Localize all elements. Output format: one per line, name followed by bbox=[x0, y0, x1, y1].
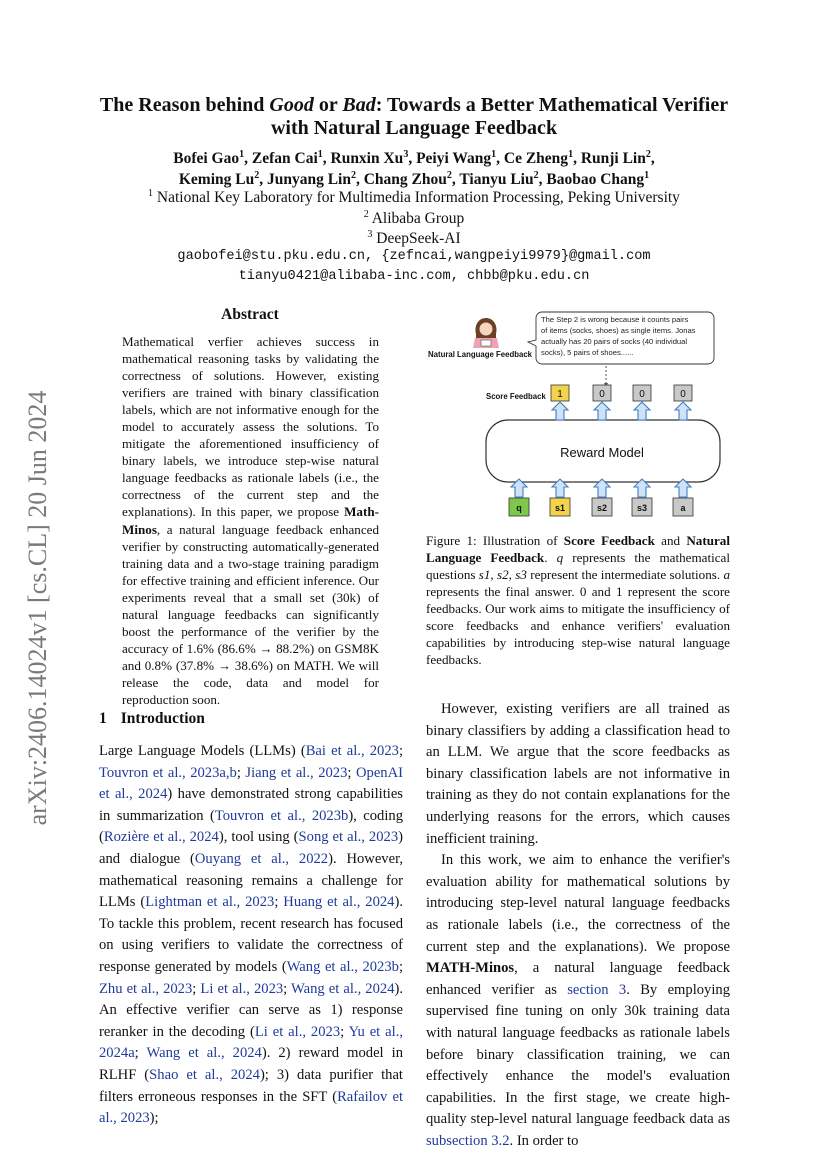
body-text: ). 2) reward model in RLHF ( bbox=[99, 1045, 403, 1083]
affiliation-number: 2 bbox=[363, 208, 369, 220]
input-label: q bbox=[516, 503, 522, 513]
author-name: Chang Zhou bbox=[363, 171, 447, 188]
body-text: ; bbox=[340, 1023, 349, 1040]
speech-line: actually has 20 pairs of socks (40 individual bbox=[541, 337, 688, 346]
title-text: : Towards a Better Mathematical Verifier bbox=[375, 94, 729, 116]
up-arrow-icon bbox=[675, 402, 691, 420]
input-label: s3 bbox=[636, 503, 648, 513]
abstract-text: , a natural language feedback enhanced verifier by constructing automatically-generated training data and a two-stage training paradigm for effective training and efficient inference. Our experiments reveal that a small set (30k) of natural language feedbacks can significantly boost the performance of the verifier by the accuracy of 1.6% (86.6% → 88.2%) on GSM8K and 0.8% (37.8% → 38.6%) on MATH. We will release the code, data and model for reproduction soon. bbox=[122, 521, 379, 707]
score-feedback-label: Score Feedback bbox=[486, 392, 546, 401]
author-separator: , bbox=[244, 150, 252, 167]
score-value: 1 bbox=[557, 389, 563, 400]
speech-line: socks), 5 pairs of shoes...... bbox=[541, 348, 634, 357]
author-affiliation: 1 bbox=[644, 169, 650, 181]
citation-link[interactable]: Zhu et al., 2023 bbox=[99, 980, 193, 997]
affiliation-name: DeepSeek-AI bbox=[376, 230, 461, 247]
svg-text:The Step 2 is wrong because it bbox=[541, 315, 689, 324]
section-number: 1 bbox=[99, 710, 107, 727]
bold-text: Score Feedback bbox=[563, 533, 655, 548]
body-text: ) have demonstrated strong capabilities in summarization ( bbox=[99, 786, 403, 824]
affiliations bbox=[86, 188, 742, 250]
citation-link[interactable]: Bai et al., 2023 bbox=[305, 743, 399, 759]
author-separator: , bbox=[496, 150, 504, 167]
author-line bbox=[86, 169, 742, 190]
svg-text:of items (socks, shoes) as sin bbox=[541, 326, 696, 335]
author-affiliation: 2 bbox=[254, 169, 260, 181]
body-text: ), coding ( bbox=[99, 807, 403, 846]
score-boxes bbox=[551, 385, 692, 401]
score-value: 0 bbox=[599, 389, 605, 400]
citation-link[interactable]: Jiang et al., 2023 bbox=[245, 764, 348, 781]
reward-model-label: Reward Model bbox=[560, 445, 644, 460]
body-text: . In order to bbox=[509, 1132, 579, 1149]
bold-text: Natural Language Feedback bbox=[426, 533, 730, 566]
intro-paragraph bbox=[426, 850, 730, 1152]
author-affiliation: 1 bbox=[568, 148, 574, 160]
italic-text: q bbox=[556, 550, 564, 566]
abstract-text: Mathematical verfier achieves success in mathematical reasoning tasks by validating the correctness of solutions. However, existing verifiers are trained with binary classification labels, which are not informative enough for the model to accurately assess the solutions. To mitigate the aforementioned insufficiency of binary labels, we introduce step-wise natural language feedbacks as rationale labels (i.e., the correctness of the current step and the explanations). In this paper, we propose bbox=[122, 334, 379, 520]
author-affiliation: 1 bbox=[239, 148, 245, 160]
citation-link[interactable]: Wang et al., 2024 bbox=[146, 1045, 262, 1062]
citation-link[interactable]: section 3 bbox=[567, 981, 627, 998]
svg-text:actually has 20 pairs of socks bbox=[541, 337, 687, 346]
body-text: represents the final answer. 0 and 1 represent the score feedbacks. Our work aims to mitigate the insufficiency of score feedbacks and enhance verifiers' evaluation capabilities by introducing step-wise natural language feedbacks. bbox=[426, 584, 730, 668]
arxiv-identifier: arXiv:2406.14024v1 [cs.CL] 20 Jun 2024 bbox=[23, 390, 52, 826]
citation-link[interactable]: subsection 3.2 bbox=[426, 1132, 510, 1149]
author-name: Tianyu Liu bbox=[459, 171, 534, 188]
affiliation-number: 3 bbox=[367, 228, 373, 240]
body-text: represent the intermediate solutions. bbox=[526, 567, 724, 583]
citation-link[interactable]: Lightman et al., 2023 bbox=[145, 894, 275, 911]
body-text: ); bbox=[149, 1110, 159, 1127]
email-line: gaobofei@stu.pku.edu.cn, {zefncai,wangpeiyi9979}@gmail.com bbox=[177, 249, 651, 264]
citation-link[interactable]: Shao et al., 2024 bbox=[149, 1066, 260, 1083]
author-list bbox=[86, 148, 742, 190]
citation-link[interactable]: Wang et al., 2024 bbox=[291, 980, 395, 997]
citation-link[interactable]: Touvron et al., 2023b bbox=[214, 807, 349, 824]
author-name: Junyang Lin bbox=[266, 171, 351, 188]
citation-link[interactable]: Wang et al., 2023b bbox=[286, 958, 399, 975]
intro-left-column bbox=[99, 741, 403, 1130]
author-name: Zefan Cai bbox=[251, 150, 318, 167]
abstract-body bbox=[122, 333, 379, 708]
svg-text:socks), 5 pairs of shoes...... bbox=[541, 348, 633, 357]
body-text: ; bbox=[192, 980, 201, 997]
speech-line: of items (socks, shoes) as single items. Jonas bbox=[541, 326, 696, 335]
author-separator: , bbox=[451, 171, 460, 188]
speech-line: The Step 2 is wrong because it counts pairs bbox=[541, 315, 689, 324]
author-emails bbox=[86, 247, 742, 287]
body-text: ). However, mathematical reasoning remains a challenge for LLMs ( bbox=[99, 850, 403, 911]
body-text: Large Language Models (LLMs) ( bbox=[99, 743, 306, 759]
author-name: Bofei Gao bbox=[173, 150, 240, 167]
input-label: a bbox=[680, 503, 686, 513]
affiliation-name: National Key Laboratory for Multimedia Information Processing, Peking University bbox=[156, 189, 680, 206]
title-text: or bbox=[313, 94, 343, 116]
body-text: . bbox=[544, 550, 557, 566]
author-name: Keming Lu bbox=[178, 171, 255, 188]
abstract-method-name: Math-Minos bbox=[122, 504, 379, 537]
title-line-2: with Natural Language Feedback bbox=[270, 117, 558, 139]
body-text: . By employing supervised fine tuning on only 30k training data with natural language feedbacks as rationale labels before binary classification training, we can effectively enhance the model's evaluation capabilities. In the first stage, we create high-quality step-level natural language feedback data as bbox=[426, 981, 730, 1128]
author-affiliation: 2 bbox=[446, 169, 452, 181]
body-text: ). To tackle this problem, recent research has focused on using verifiers to validate the correctness of response generated by models ( bbox=[99, 894, 403, 975]
score-value: 0 bbox=[680, 389, 686, 400]
natural-language-feedback-label: Natural Language Feedback bbox=[428, 350, 532, 359]
input-boxes bbox=[509, 498, 693, 516]
intro-right-column bbox=[426, 699, 730, 1152]
body-text: ), tool using ( bbox=[218, 829, 299, 846]
italic-text: s1, s2, s3 bbox=[478, 567, 527, 583]
section-heading-introduction bbox=[99, 710, 205, 728]
body-text: ; bbox=[283, 980, 292, 997]
body-text: ; bbox=[398, 958, 404, 975]
body-text: Figure 1: Illustration of bbox=[426, 533, 564, 548]
body-text: ; bbox=[347, 764, 356, 781]
speech-bubble bbox=[528, 312, 714, 364]
author-separator: , bbox=[538, 171, 547, 188]
citation-link[interactable]: Li et al., 2023 bbox=[200, 980, 284, 997]
author-affiliation: 2 bbox=[645, 148, 651, 160]
person-icon bbox=[473, 318, 499, 348]
citation-link[interactable]: Yu et al., 2024a bbox=[99, 1023, 403, 1062]
author-separator: , bbox=[650, 150, 655, 167]
body-text: , a natural language feedback enhanced verifier as bbox=[426, 960, 730, 998]
figure-1 bbox=[424, 308, 732, 528]
author-name: Baobao Chang bbox=[546, 171, 645, 188]
author-separator: , bbox=[259, 171, 267, 188]
citation-link[interactable]: Li et al., 2023 bbox=[254, 1023, 341, 1040]
body-text: ); 3) data purifier that filters erroneous responses in the SFT ( bbox=[99, 1066, 403, 1105]
body-text: represents the mathematical questions bbox=[426, 550, 731, 583]
body-text: ; bbox=[134, 1045, 147, 1062]
email-line: tianyu0421@alibaba-inc.com, chbb@pku.edu.cn bbox=[238, 269, 590, 284]
body-text: ; bbox=[398, 743, 403, 759]
author-separator: , bbox=[573, 150, 581, 167]
author-affiliation: 1 bbox=[491, 148, 497, 160]
citation-link[interactable]: Rozière et al., 2024 bbox=[103, 829, 219, 846]
score-value: 0 bbox=[639, 389, 645, 400]
author-name: Runji Lin bbox=[580, 150, 646, 167]
title-text: The Reason behind bbox=[99, 94, 270, 116]
body-text: ) and dialogue ( bbox=[99, 829, 403, 867]
affiliation-name: Alibaba Group bbox=[371, 209, 465, 227]
section-title: Introduction bbox=[120, 710, 205, 727]
citation-link[interactable]: Touvron et al., 2023a,b bbox=[99, 764, 237, 781]
author-name: Peiyi Wang bbox=[416, 150, 492, 167]
body-text: ; bbox=[236, 764, 246, 781]
paper-title bbox=[86, 94, 742, 140]
author-separator: , bbox=[355, 171, 364, 188]
arxiv-side-label bbox=[14, 368, 58, 848]
citation-link[interactable]: Ouyang et al., 2022 bbox=[194, 850, 329, 867]
citation-link[interactable]: Huang et al., 2024 bbox=[283, 894, 395, 911]
body-text: In this work, we aim to enhance the verifier's evaluation ability for mathematical solutions by introducing step-level natural language feedbacks as rationale labels (i.e., the correctness of the current step and the explanations). We propose bbox=[426, 852, 730, 955]
author-name: Runxin Xu bbox=[330, 150, 404, 167]
title-bad: Bad bbox=[342, 94, 376, 116]
intro-paragraph: However, existing verifiers are all trained as binary classifiers by adding a classification head to an LLM. We argue that the score feedbacks as binary classification labels are not informative in training as they do not contain explanations for the underlying reasons for the errors, which causes inefficient training. bbox=[426, 701, 730, 847]
output-arrows bbox=[552, 402, 691, 420]
italic-text: a bbox=[723, 567, 730, 583]
figure-caption bbox=[426, 532, 730, 668]
author-affiliation: 1 bbox=[317, 148, 323, 160]
body-text: and bbox=[654, 533, 687, 548]
up-arrow-icon bbox=[594, 402, 610, 420]
title-good: Good bbox=[269, 94, 314, 116]
citation-link[interactable]: Rafailov et al., 2023 bbox=[99, 1088, 403, 1127]
body-text: ). An effective verifier can serve as 1) response reranker in the decoding ( bbox=[99, 980, 404, 1040]
bold-text: MATH-Minos bbox=[426, 960, 515, 977]
author-affiliation: 3 bbox=[403, 148, 409, 160]
intro-paragraph bbox=[99, 741, 403, 1130]
author-separator: , bbox=[322, 150, 331, 167]
body-text: ; bbox=[274, 894, 284, 911]
affiliation-number: 1 bbox=[148, 187, 154, 199]
citation-link[interactable]: Song et al., 2023 bbox=[298, 829, 399, 846]
author-line bbox=[86, 148, 742, 169]
author-affiliation: 2 bbox=[350, 169, 356, 181]
author-affiliation: 2 bbox=[533, 169, 539, 181]
up-arrow-icon bbox=[552, 402, 568, 420]
author-name: Ce Zheng bbox=[503, 150, 569, 167]
citation-link[interactable]: OpenAI et al., 2024 bbox=[99, 764, 403, 803]
abstract-heading: Abstract bbox=[221, 306, 279, 323]
author-separator: , bbox=[408, 150, 417, 167]
input-label: s2 bbox=[596, 503, 608, 513]
up-arrow-icon bbox=[634, 402, 650, 420]
input-label: s1 bbox=[554, 503, 566, 513]
